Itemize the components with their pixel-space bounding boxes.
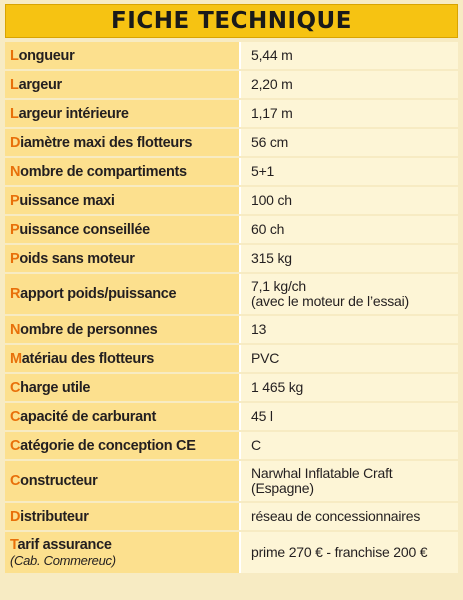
spec-row <box>5 100 458 127</box>
spec-label-rest: argeur <box>18 76 62 93</box>
spec-value: 13 <box>241 316 458 343</box>
spec-label-initial: P <box>10 221 20 238</box>
spec-label-initial: C <box>10 473 21 489</box>
spec-label-rest: atériau des flotteurs <box>21 350 155 367</box>
spec-label-note: (Cab. Commereuc) <box>10 553 116 568</box>
spec-value: 5,44 m <box>241 42 458 69</box>
spec-value: 315 kg <box>241 245 458 272</box>
spec-label <box>5 158 241 185</box>
spec-row <box>5 532 458 573</box>
spec-row <box>5 216 458 243</box>
spec-row <box>5 432 458 459</box>
spec-label-initial: M <box>10 350 22 367</box>
spec-label <box>5 403 241 430</box>
spec-label <box>5 129 241 156</box>
spec-label-initial: C <box>10 408 21 425</box>
spec-label-initial: N <box>10 321 21 338</box>
spec-label-initial: T <box>10 537 18 553</box>
spec-label-rest: uissance maxi <box>19 192 115 209</box>
spec-label-initial: L <box>10 47 19 64</box>
spec-row <box>5 274 458 314</box>
spec-label-initial: C <box>10 379 21 396</box>
spec-label-rest: arif assurance <box>17 537 112 553</box>
sheet-title: FICHE TECHNIQUE <box>111 8 352 34</box>
spec-label-initial: D <box>10 508 21 525</box>
spec-row <box>5 158 458 185</box>
spec-value: réseau de concessionnaires <box>241 503 458 530</box>
spec-label <box>5 216 241 243</box>
spec-label <box>5 71 241 98</box>
spec-label-rest: ombre de personnes <box>20 321 158 338</box>
spec-value: 60 ch <box>241 216 458 243</box>
spec-label-rest: ombre de compartiments <box>20 163 187 180</box>
spec-label <box>5 42 241 69</box>
spec-label-rest: atégorie de conception CE <box>20 437 196 454</box>
spec-label <box>5 245 241 272</box>
spec-label <box>5 100 241 127</box>
spec-row <box>5 503 458 530</box>
spec-label <box>5 461 241 501</box>
spec-value: PVC <box>241 345 458 372</box>
spec-row <box>5 316 458 343</box>
spec-label-initial: D <box>10 134 21 151</box>
spec-label <box>5 374 241 401</box>
spec-row <box>5 187 458 214</box>
spec-value: 1 465 kg <box>241 374 458 401</box>
spec-value: 56 cm <box>241 129 458 156</box>
spec-value-line2: (Espagne) <box>251 480 314 496</box>
spec-label <box>5 503 241 530</box>
spec-value-line1: 7,1 kg/ch <box>251 278 307 294</box>
spec-value: 45 l <box>241 403 458 430</box>
spec-table <box>5 40 458 575</box>
spec-value: 100 ch <box>241 187 458 214</box>
spec-row <box>5 71 458 98</box>
spec-value <box>241 461 458 501</box>
spec-label-initial: C <box>10 437 21 454</box>
spec-label-rest: argeur intérieure <box>18 105 129 122</box>
spec-value-line2: (avec le moteur de l’essai) <box>251 293 409 309</box>
spec-row <box>5 345 458 372</box>
spec-label-rest: onstructeur <box>20 473 98 489</box>
spec-label-initial: R <box>10 286 21 302</box>
spec-row <box>5 42 458 69</box>
spec-value: 2,20 m <box>241 71 458 98</box>
sheet-header <box>5 4 458 38</box>
spec-label <box>5 316 241 343</box>
spec-value: C <box>241 432 458 459</box>
spec-label <box>5 532 241 573</box>
spec-label-initial: P <box>10 192 20 209</box>
spec-label-rest: ongueur <box>18 47 75 64</box>
spec-label <box>5 432 241 459</box>
spec-label-initial: L <box>10 105 19 122</box>
spec-label-rest: harge utile <box>20 379 91 396</box>
spec-label-rest: uissance conseillée <box>19 221 150 238</box>
spec-label-rest: apport poids/puissance <box>20 286 177 302</box>
spec-label <box>5 345 241 372</box>
spec-value-line1: Narwhal Inflatable Craft <box>251 465 393 481</box>
spec-row <box>5 129 458 156</box>
spec-label <box>5 274 241 314</box>
spec-value: prime 270 € - franchise 200 € <box>241 532 458 573</box>
spec-row <box>5 374 458 401</box>
spec-label-initial: L <box>10 76 19 93</box>
spec-row <box>5 403 458 430</box>
spec-label-rest: istributeur <box>20 508 89 525</box>
spec-row <box>5 461 458 501</box>
spec-label-rest: iamètre maxi des flotteurs <box>20 134 193 151</box>
spec-value: 1,17 m <box>241 100 458 127</box>
spec-value: 5+1 <box>241 158 458 185</box>
spec-row <box>5 245 458 272</box>
spec-label-rest: apacité de carburant <box>20 408 157 425</box>
spec-label-initial: N <box>10 163 21 180</box>
spec-label-rest: oids sans moteur <box>19 250 135 267</box>
spec-value <box>241 274 458 314</box>
spec-label <box>5 187 241 214</box>
spec-label-initial: P <box>10 250 20 267</box>
